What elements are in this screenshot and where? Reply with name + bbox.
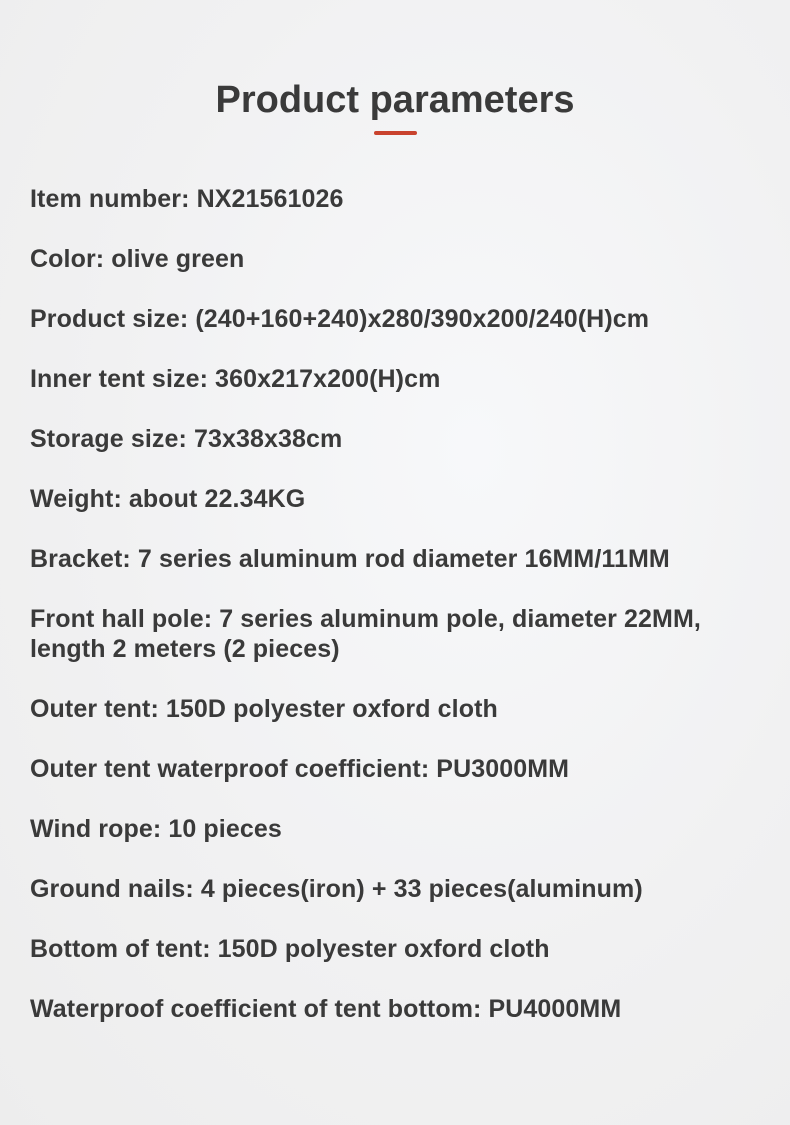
param-ground-nails: Ground nails: 4 pieces(iron) + 33 pieces(aluminum) — [30, 875, 643, 903]
param-front-hall-pole: Front hall pole: 7 series aluminum pole, diameter 22MM, length 2 meters (2 pieces) — [30, 605, 701, 663]
page-title: Product parameters — [215, 79, 575, 121]
param-storage-size: Storage size: 73x38x38cm — [30, 425, 343, 453]
param-outer-tent-waterproof: Outer tent waterproof coefficient: PU3000MM — [30, 755, 570, 783]
param-product-size: Product size: (240+160+240)x280/390x200/240(H)cm — [30, 305, 650, 333]
param-tent-bottom-waterproof: Waterproof coefficient of tent bottom: PU4000MM — [30, 995, 622, 1023]
param-weight: Weight: about 22.34KG — [30, 485, 306, 513]
parameter-list — [30, 184, 760, 1054]
param-wind-rope: Wind rope: 10 pieces — [30, 815, 282, 843]
param-tent-bottom: Bottom of tent: 150D polyester oxford cloth — [30, 935, 550, 963]
param-inner-tent-size: Inner tent size: 360x217x200(H)cm — [30, 365, 441, 393]
title-underline — [374, 131, 417, 135]
param-item-number: Item number: NX21561026 — [30, 185, 344, 213]
param-outer-tent: Outer tent: 150D polyester oxford cloth — [30, 695, 498, 723]
param-color: Color: olive green — [30, 245, 245, 273]
param-bracket: Bracket: 7 series aluminum rod diameter 16MM/11MM — [30, 545, 670, 573]
